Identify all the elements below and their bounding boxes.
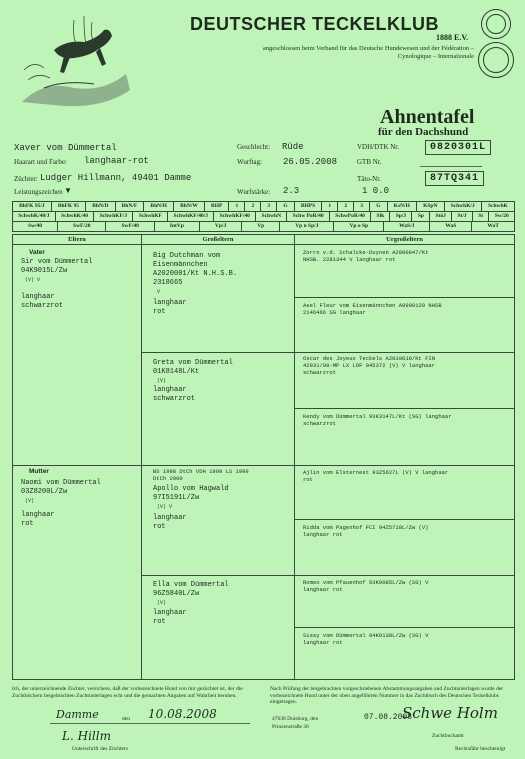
den-label: den bbox=[122, 716, 130, 722]
club-seal bbox=[481, 9, 511, 39]
code-cell: St bbox=[473, 212, 489, 221]
whelped-label: Wurftag: bbox=[237, 158, 262, 166]
great-grandparent-line: Oscar des Joyeux Teckels A2010610/Kt FIN bbox=[303, 355, 436, 362]
grandparent-line: Big Dutchman vom bbox=[153, 252, 221, 260]
grandparent-line: A2020001/Kt N.H.S.B. bbox=[153, 270, 238, 278]
code-cell: WaT bbox=[487, 223, 499, 229]
code-cell: SwF/20 bbox=[58, 222, 106, 231]
great-grandparent-line: Ajlin vom Elsternest 93Z5627L (V) V langhaar bbox=[303, 469, 449, 476]
grandparent-line: V bbox=[157, 289, 161, 295]
dog-name: Xaver vom Dümmertal bbox=[14, 143, 117, 153]
club-name: DEUTSCHER TECKELKLUB bbox=[190, 14, 440, 34]
great-grandparent-line: langhaar rot bbox=[303, 531, 343, 538]
sire-label: Vater bbox=[29, 249, 45, 256]
pedigree-table bbox=[12, 234, 515, 680]
code-cell: G bbox=[277, 202, 294, 211]
grandparent-line: rot bbox=[153, 618, 166, 626]
signature-line bbox=[50, 722, 250, 724]
sex-value: Rüde bbox=[282, 142, 304, 152]
performance-dropdown-arrow[interactable]: ▼ bbox=[64, 186, 72, 195]
vdh-number: 0820301L bbox=[425, 140, 491, 155]
dam-line: (V) bbox=[25, 498, 35, 504]
code-cell: G bbox=[370, 202, 387, 211]
registry-declaration: Nach Prüfung der beigebrachten vorgeschriebenen Abstammungsangaben und Zuchtunterlagen wurde der vorbezeichnete Hund unter der oben angeführten Nummer in das Zuchtbuch des Deutschen Teckelklubs eingetragen. bbox=[270, 686, 504, 705]
code-cell: WaS/J bbox=[384, 222, 430, 231]
sire-line: schwarzrot bbox=[21, 302, 64, 310]
signature-date: 10.08.2008 bbox=[148, 707, 217, 721]
grandparent-titles: DtCh 2000 bbox=[153, 475, 183, 482]
code-cell: SchwhKF/40/J bbox=[168, 212, 214, 221]
code-cell: BhN/D bbox=[86, 202, 115, 211]
code-cell: BhN/H bbox=[144, 202, 174, 211]
code-cell: 2 bbox=[245, 202, 261, 211]
great-grandparent-line: langhaar rot bbox=[303, 586, 343, 593]
grandparent-line: langhaar bbox=[153, 609, 187, 617]
breeder-declaration: Ich, der unterzeichnende Züchter, versichere, daß der vorbezeichnete Hund von mir gezüchtet ist, der die Zuchtbüchern beigebrachten Zuchtunterlagen echt und die gemachten Angaben auf Wahrheit beruhen. bbox=[12, 686, 243, 699]
code-cell: SchwhN bbox=[256, 212, 287, 221]
code-cell: SchwhK/40 bbox=[56, 212, 95, 221]
tatoo-label: Täto-Nr. bbox=[357, 175, 381, 183]
code-cell: BhFK 95 bbox=[52, 202, 86, 211]
grandparent-line: Eisenmännchen bbox=[153, 261, 208, 269]
code-cell: 2 bbox=[338, 202, 354, 211]
code-cell: SchwhK/40/J bbox=[13, 212, 56, 221]
sire-line: langhaar bbox=[21, 293, 55, 301]
coat-label: Haarart und Farbe: bbox=[14, 158, 67, 166]
code-cell: SchwhK/J bbox=[445, 202, 482, 211]
registry-office-label: Zuchtbuchamt bbox=[432, 733, 464, 739]
litter-label: Wurfstärke: bbox=[237, 188, 271, 196]
grandparent-line: schwarzrot bbox=[153, 395, 196, 403]
code-cell: 3 bbox=[261, 202, 277, 211]
grandparent-line: Apollo vom Hagwald bbox=[153, 485, 229, 493]
grandparent-line: (V) bbox=[157, 600, 167, 606]
dam-line: 03Z8200L/Zw bbox=[21, 488, 68, 496]
grandparent-line: (V) V bbox=[157, 504, 173, 510]
grandparent-line: Ella vom Dümmertal bbox=[153, 581, 229, 589]
document-title: Ahnentafel bbox=[380, 106, 475, 128]
code-cell: Slk bbox=[371, 212, 390, 221]
code-cell: BhN/W bbox=[174, 202, 205, 211]
grandparent-line: 97I5191L/Zw bbox=[153, 494, 200, 502]
code-cell: SchwhKF bbox=[133, 212, 168, 221]
great-grandparent-line: Romeo vom Pfauenhof 93K9085L/Zw (SG) V bbox=[303, 579, 429, 586]
code-cell: Sw/20 bbox=[494, 213, 509, 219]
dam-line: Naomi vom Dümmertal bbox=[21, 479, 101, 487]
code-cell: 1 bbox=[229, 202, 245, 211]
grandparent-line: rot bbox=[153, 523, 166, 531]
col-head-grandparents: Großeltern bbox=[202, 236, 234, 243]
club-founding-year: 1888 E.V. bbox=[436, 33, 469, 42]
dam-label: Mutter bbox=[29, 468, 49, 475]
great-grandparent-line: 42931/98-MP LX LOF 045372 (V) V langhaar bbox=[303, 362, 436, 369]
code-cell: KSpN bbox=[417, 202, 445, 211]
registry-signature: Schwe Holm bbox=[402, 704, 498, 722]
whelped-date: 26.05.2008 bbox=[283, 157, 338, 167]
code-cell: SchwhKF/40 bbox=[214, 212, 256, 221]
col-head-greatgrandparents: Urgroßeltern bbox=[386, 236, 423, 243]
grandparent-line: Greta vom Dümmertal bbox=[153, 359, 233, 367]
vdh-seal bbox=[478, 42, 514, 78]
code-cell: Vp/J bbox=[200, 222, 242, 231]
great-grandparent-line: 2146466 SG langhaar bbox=[303, 309, 366, 316]
grandparent-line: langhaar bbox=[153, 299, 187, 307]
grandparent-titles: BS 1998 DtCh VDH 1999 LS 1999 bbox=[153, 468, 249, 475]
code-cell: St/J bbox=[452, 212, 473, 221]
sire-line: Sir vom Dümmertal bbox=[21, 258, 93, 266]
great-grandparent-line: langhaar rot bbox=[303, 639, 343, 646]
sire-line: (V) V bbox=[25, 277, 41, 283]
code-cell: BHP bbox=[205, 202, 230, 211]
grandparent-line: rot bbox=[153, 308, 166, 316]
gtb-label: GTB Nr. bbox=[357, 158, 382, 166]
grandparent-line: 96Z5840L/Zw bbox=[153, 590, 200, 598]
grandparent-line: (V) bbox=[157, 378, 167, 384]
code-cell: IntVp bbox=[155, 222, 200, 231]
performance-code-grid bbox=[12, 201, 515, 232]
registry-office-place: 47638 Duisburg, den bbox=[272, 716, 319, 722]
col-head-parents: Eltern bbox=[68, 236, 86, 243]
code-cell: BhFK 95/J bbox=[13, 202, 52, 211]
code-cell: 1 bbox=[322, 202, 338, 211]
great-grandparent-line: Asel Fleur vom Eisenmännchen A9990120 NHSB bbox=[303, 302, 442, 309]
code-cell: SchwhKF/J bbox=[94, 212, 133, 221]
breeder-signature: L. Hillm bbox=[62, 729, 111, 743]
dachshund-illustration bbox=[14, 10, 136, 110]
code-cell: SchwPoR/40 bbox=[330, 212, 371, 221]
dam-line: rot bbox=[21, 520, 34, 528]
registry-office-date: 07.08.2008 bbox=[364, 713, 413, 722]
vdh-label: VDH/DTK Nr. bbox=[357, 143, 399, 151]
tatoo-number: 87TQ341 bbox=[425, 171, 484, 186]
grandparent-line: langhaar bbox=[153, 514, 187, 522]
document-subtitle: für den Dachshund bbox=[378, 126, 469, 138]
performance-label: Leistungszeichen bbox=[14, 188, 63, 196]
signature-place: Damme bbox=[56, 708, 99, 721]
grandparent-line: langhaar bbox=[153, 386, 187, 394]
registry-office-label-2: Rechtsfähr bescheinigt bbox=[455, 746, 506, 752]
code-cell: Vp o Sp bbox=[334, 222, 384, 231]
registry-office-street: Prinzenstraße 36 bbox=[272, 724, 309, 730]
great-grandparent-line: schwarzrot bbox=[303, 420, 337, 427]
code-cell: BhN/F bbox=[116, 202, 145, 211]
dam-line: langhaar bbox=[21, 511, 55, 519]
breeder-signature-label: Unterschrift des Züchters bbox=[72, 746, 128, 752]
code-cell: BHPS bbox=[295, 202, 323, 211]
code-cell: Sw/40 bbox=[13, 222, 58, 231]
breeder-label: Züchter: bbox=[14, 175, 38, 183]
litter-value: 2.3 bbox=[283, 186, 300, 196]
code-cell: KsN/H bbox=[388, 202, 417, 211]
code-cell: Vp bbox=[242, 222, 280, 231]
great-grandparent-line: NHSB. 2281344 V langhaar rot bbox=[303, 256, 396, 263]
great-grandparent-line: Sissy vom Dümmertal 94K9138L/Zw (SG) V bbox=[303, 632, 429, 639]
code-cell: Sp/J bbox=[390, 212, 412, 221]
sex-label: Geschlecht: bbox=[237, 143, 271, 151]
code-cell: 3 bbox=[354, 202, 370, 211]
great-grandparent-line: rot bbox=[303, 476, 313, 483]
litter-value-2: 1 0.0 bbox=[362, 186, 390, 196]
grandparent-line: 01K8148L/Kt bbox=[153, 368, 200, 376]
code-row bbox=[13, 212, 514, 222]
code-row bbox=[13, 222, 514, 231]
code-cell: Vp n Sp/J bbox=[280, 222, 334, 231]
great-grandparent-line: schwarzrot bbox=[303, 369, 337, 376]
grandparent-line: 2318665 bbox=[153, 279, 183, 287]
sire-line: 04K9015L/Zw bbox=[21, 267, 68, 275]
code-cell: Sp bbox=[412, 212, 430, 221]
code-cell: SwF/40 bbox=[106, 222, 154, 231]
breeder-value: Ludger Hillmann, 49401 Damme bbox=[40, 173, 192, 183]
code-row bbox=[13, 202, 514, 212]
great-grandparent-line: Ridda vom Pagenhof FCI 94Z5718L/Zw (V) bbox=[303, 524, 429, 531]
code-cell: SchwhK bbox=[487, 203, 508, 209]
great-grandparent-line: Kendy vom Dümmertal 93K3147L/Kt (SG) langhaar bbox=[303, 413, 452, 420]
club-affiliation: angeschlossen beim Verband für das Deutsche Hundewesen und der Fédération – Cynologique – Internationale bbox=[262, 45, 474, 60]
coat-value: langhaar-rot bbox=[84, 156, 149, 166]
code-cell: Schw PoR/40 bbox=[287, 212, 330, 221]
great-grandparent-line: Zorro v.d. Schalcke-Duynen A2000047/Kt bbox=[303, 249, 429, 256]
code-cell: WaS bbox=[430, 222, 472, 231]
code-cell: StöJ bbox=[430, 212, 452, 221]
gtb-field bbox=[420, 165, 482, 167]
